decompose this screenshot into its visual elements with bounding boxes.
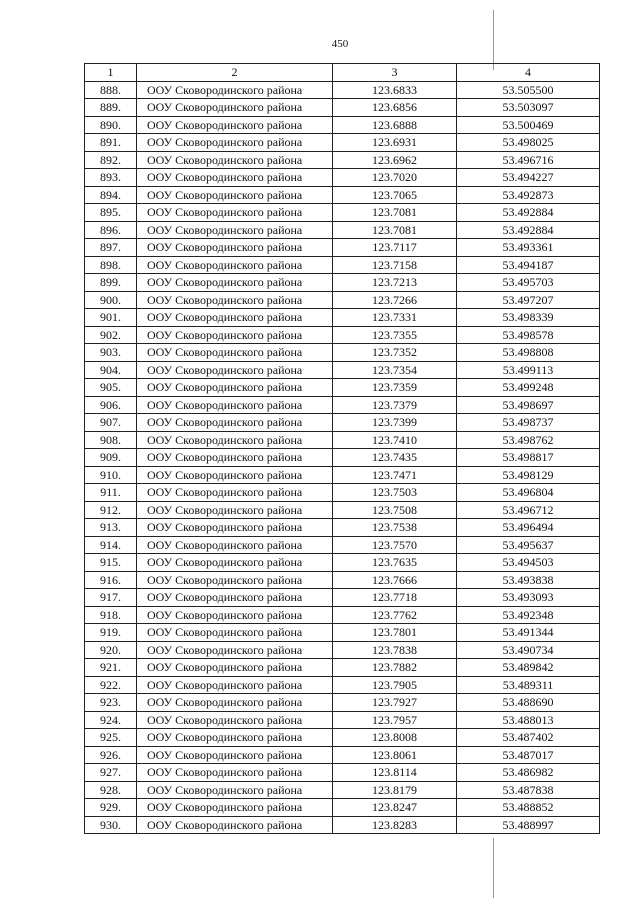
- longitude-value: 123.7905: [333, 676, 457, 694]
- latitude-value: 53.488852: [457, 799, 600, 817]
- row-number: 927.: [85, 764, 137, 782]
- latitude-value: 53.488013: [457, 711, 600, 729]
- table-row: [85, 606, 600, 624]
- longitude-value: 123.7359: [333, 379, 457, 397]
- zone-name: ООУ Сковородинского района: [137, 466, 333, 484]
- header-col-4: 4: [457, 64, 600, 82]
- longitude-value: 123.7435: [333, 449, 457, 467]
- table-row: [85, 659, 600, 677]
- latitude-value: 53.488997: [457, 816, 600, 834]
- longitude-value: 123.7927: [333, 694, 457, 712]
- table-row: [85, 676, 600, 694]
- zone-name: ООУ Сковородинского района: [137, 116, 333, 134]
- zone-name: ООУ Сковородинского района: [137, 221, 333, 239]
- latitude-value: 53.495703: [457, 274, 600, 292]
- row-number: 913.: [85, 519, 137, 537]
- zone-name: ООУ Сковородинского района: [137, 659, 333, 677]
- page-number: 450: [331, 38, 349, 50]
- zone-name: ООУ Сковородинского района: [137, 449, 333, 467]
- row-number: 920.: [85, 641, 137, 659]
- longitude-value: 123.7331: [333, 309, 457, 327]
- latitude-value: 53.487402: [457, 729, 600, 747]
- table-row: [85, 431, 600, 449]
- latitude-value: 53.500469: [457, 116, 600, 134]
- table-row: [85, 449, 600, 467]
- zone-name: ООУ Сковородинского района: [137, 711, 333, 729]
- table-row: [85, 554, 600, 572]
- latitude-value: 53.494227: [457, 169, 600, 187]
- table-row: [85, 204, 600, 222]
- table-row: [85, 344, 600, 362]
- longitude-value: 123.7352: [333, 344, 457, 362]
- longitude-value: 123.7718: [333, 589, 457, 607]
- table-row: [85, 274, 600, 292]
- latitude-value: 53.496716: [457, 151, 600, 169]
- latitude-value: 53.498737: [457, 414, 600, 432]
- row-number: 893.: [85, 169, 137, 187]
- row-number: 892.: [85, 151, 137, 169]
- latitude-value: 53.491344: [457, 624, 600, 642]
- table-row: [85, 624, 600, 642]
- row-number: 906.: [85, 396, 137, 414]
- longitude-value: 123.7117: [333, 239, 457, 257]
- row-number: 909.: [85, 449, 137, 467]
- zone-name: ООУ Сковородинского района: [137, 414, 333, 432]
- zone-name: ООУ Сковородинского района: [137, 344, 333, 362]
- table-row: [85, 239, 600, 257]
- zone-name: ООУ Сковородинского района: [137, 204, 333, 222]
- latitude-value: 53.493093: [457, 589, 600, 607]
- row-number: 923.: [85, 694, 137, 712]
- table-header-row: [85, 64, 600, 82]
- longitude-value: 123.7065: [333, 186, 457, 204]
- longitude-value: 123.7801: [333, 624, 457, 642]
- zone-name: ООУ Сковородинского района: [137, 589, 333, 607]
- table-row: [85, 799, 600, 817]
- longitude-value: 123.7957: [333, 711, 457, 729]
- longitude-value: 123.6931: [333, 134, 457, 152]
- latitude-value: 53.486982: [457, 764, 600, 782]
- zone-name: ООУ Сковородинского района: [137, 151, 333, 169]
- zone-name: ООУ Сковородинского района: [137, 134, 333, 152]
- latitude-value: 53.487838: [457, 781, 600, 799]
- latitude-value: 53.497207: [457, 291, 600, 309]
- latitude-value: 53.498578: [457, 326, 600, 344]
- header-col-1: 1: [85, 64, 137, 82]
- zone-name: ООУ Сковородинского района: [137, 676, 333, 694]
- longitude-value: 123.7410: [333, 431, 457, 449]
- scan-artifact-line-top: [493, 10, 494, 70]
- table-row: [85, 501, 600, 519]
- zone-name: ООУ Сковородинского района: [137, 81, 333, 99]
- longitude-value: 123.7838: [333, 641, 457, 659]
- table-row: [85, 99, 600, 117]
- row-number: 895.: [85, 204, 137, 222]
- zone-name: ООУ Сковородинского района: [137, 431, 333, 449]
- row-number: 914.: [85, 536, 137, 554]
- latitude-value: 53.505500: [457, 81, 600, 99]
- latitude-value: 53.492348: [457, 606, 600, 624]
- row-number: 902.: [85, 326, 137, 344]
- zone-name: ООУ Сковородинского района: [137, 379, 333, 397]
- latitude-value: 53.495637: [457, 536, 600, 554]
- latitude-value: 53.498808: [457, 344, 600, 362]
- row-number: 908.: [85, 431, 137, 449]
- table-row: [85, 781, 600, 799]
- table-row: [85, 221, 600, 239]
- row-number: 922.: [85, 676, 137, 694]
- table-row: [85, 536, 600, 554]
- coordinates-table: [84, 63, 600, 834]
- zone-name: ООУ Сковородинского района: [137, 361, 333, 379]
- longitude-value: 123.6888: [333, 116, 457, 134]
- zone-name: ООУ Сковородинского района: [137, 326, 333, 344]
- row-number: 917.: [85, 589, 137, 607]
- longitude-value: 123.7538: [333, 519, 457, 537]
- latitude-value: 53.498762: [457, 431, 600, 449]
- table-row: [85, 256, 600, 274]
- longitude-value: 123.6962: [333, 151, 457, 169]
- longitude-value: 123.6856: [333, 99, 457, 117]
- longitude-value: 123.7213: [333, 274, 457, 292]
- row-number: 889.: [85, 99, 137, 117]
- latitude-value: 53.487017: [457, 746, 600, 764]
- zone-name: ООУ Сковородинского района: [137, 764, 333, 782]
- longitude-value: 123.8061: [333, 746, 457, 764]
- row-number: 901.: [85, 309, 137, 327]
- latitude-value: 53.489311: [457, 676, 600, 694]
- row-number: 907.: [85, 414, 137, 432]
- row-number: 915.: [85, 554, 137, 572]
- row-number: 899.: [85, 274, 137, 292]
- longitude-value: 123.8114: [333, 764, 457, 782]
- zone-name: ООУ Сковородинского района: [137, 274, 333, 292]
- table-row: [85, 326, 600, 344]
- latitude-value: 53.498129: [457, 466, 600, 484]
- zone-name: ООУ Сковородинского района: [137, 694, 333, 712]
- table-row: [85, 764, 600, 782]
- longitude-value: 123.8283: [333, 816, 457, 834]
- longitude-value: 123.7081: [333, 204, 457, 222]
- zone-name: ООУ Сковородинского района: [137, 99, 333, 117]
- table-row: [85, 746, 600, 764]
- table-row: [85, 519, 600, 537]
- zone-name: ООУ Сковородинского района: [137, 641, 333, 659]
- longitude-value: 123.7081: [333, 221, 457, 239]
- longitude-value: 123.7762: [333, 606, 457, 624]
- longitude-value: 123.7379: [333, 396, 457, 414]
- row-number: 928.: [85, 781, 137, 799]
- longitude-value: 123.7399: [333, 414, 457, 432]
- latitude-value: 53.496712: [457, 501, 600, 519]
- zone-name: ООУ Сковородинского района: [137, 729, 333, 747]
- table-row: [85, 694, 600, 712]
- row-number: 924.: [85, 711, 137, 729]
- zone-name: ООУ Сковородинского района: [137, 291, 333, 309]
- zone-name: ООУ Сковородинского района: [137, 624, 333, 642]
- latitude-value: 53.492884: [457, 221, 600, 239]
- longitude-value: 123.7635: [333, 554, 457, 572]
- longitude-value: 123.7882: [333, 659, 457, 677]
- table-row: [85, 116, 600, 134]
- row-number: 918.: [85, 606, 137, 624]
- table-row: [85, 466, 600, 484]
- latitude-value: 53.489842: [457, 659, 600, 677]
- header-col-3: 3: [333, 64, 457, 82]
- longitude-value: 123.7570: [333, 536, 457, 554]
- latitude-value: 53.493838: [457, 571, 600, 589]
- longitude-value: 123.7354: [333, 361, 457, 379]
- row-number: 903.: [85, 344, 137, 362]
- row-number: 926.: [85, 746, 137, 764]
- zone-name: ООУ Сковородинского района: [137, 606, 333, 624]
- table-row: [85, 151, 600, 169]
- table-row: [85, 641, 600, 659]
- row-number: 904.: [85, 361, 137, 379]
- row-number: 898.: [85, 256, 137, 274]
- latitude-value: 53.498339: [457, 309, 600, 327]
- latitude-value: 53.496494: [457, 519, 600, 537]
- latitude-value: 53.496804: [457, 484, 600, 502]
- table-row: [85, 589, 600, 607]
- latitude-value: 53.490734: [457, 641, 600, 659]
- latitude-value: 53.498817: [457, 449, 600, 467]
- table-row: [85, 186, 600, 204]
- zone-name: ООУ Сковородинского района: [137, 781, 333, 799]
- row-number: 897.: [85, 239, 137, 257]
- longitude-value: 123.7266: [333, 291, 457, 309]
- longitude-value: 123.7158: [333, 256, 457, 274]
- row-number: 896.: [85, 221, 137, 239]
- table-row: [85, 169, 600, 187]
- longitude-value: 123.7508: [333, 501, 457, 519]
- latitude-value: 53.494503: [457, 554, 600, 572]
- row-number: 910.: [85, 466, 137, 484]
- table-row: [85, 571, 600, 589]
- longitude-value: 123.8247: [333, 799, 457, 817]
- table-row: [85, 309, 600, 327]
- longitude-value: 123.7503: [333, 484, 457, 502]
- zone-name: ООУ Сковородинского района: [137, 554, 333, 572]
- latitude-value: 53.498697: [457, 396, 600, 414]
- zone-name: ООУ Сковородинского района: [137, 501, 333, 519]
- table-row: [85, 396, 600, 414]
- longitude-value: 123.6833: [333, 81, 457, 99]
- row-number: 888.: [85, 81, 137, 99]
- latitude-value: 53.494187: [457, 256, 600, 274]
- zone-name: ООУ Сковородинского района: [137, 571, 333, 589]
- row-number: 916.: [85, 571, 137, 589]
- table-row: [85, 361, 600, 379]
- longitude-value: 123.8008: [333, 729, 457, 747]
- zone-name: ООУ Сковородинского района: [137, 396, 333, 414]
- zone-name: ООУ Сковородинского района: [137, 519, 333, 537]
- latitude-value: 53.492873: [457, 186, 600, 204]
- scan-artifact-line-bottom: [493, 838, 494, 898]
- zone-name: ООУ Сковородинского района: [137, 239, 333, 257]
- zone-name: ООУ Сковородинского района: [137, 256, 333, 274]
- table-row: [85, 291, 600, 309]
- table-row: [85, 379, 600, 397]
- table-row: [85, 414, 600, 432]
- latitude-value: 53.488690: [457, 694, 600, 712]
- table-row: [85, 134, 600, 152]
- table-row: [85, 729, 600, 747]
- zone-name: ООУ Сковородинского района: [137, 169, 333, 187]
- longitude-value: 123.7471: [333, 466, 457, 484]
- longitude-value: 123.7355: [333, 326, 457, 344]
- zone-name: ООУ Сковородинского района: [137, 746, 333, 764]
- zone-name: ООУ Сковородинского района: [137, 536, 333, 554]
- row-number: 890.: [85, 116, 137, 134]
- row-number: 929.: [85, 799, 137, 817]
- latitude-value: 53.498025: [457, 134, 600, 152]
- header-col-2: 2: [137, 64, 333, 82]
- row-number: 921.: [85, 659, 137, 677]
- latitude-value: 53.499248: [457, 379, 600, 397]
- longitude-value: 123.8179: [333, 781, 457, 799]
- zone-name: ООУ Сковородинского района: [137, 799, 333, 817]
- row-number: 891.: [85, 134, 137, 152]
- table-row: [85, 816, 600, 834]
- row-number: 894.: [85, 186, 137, 204]
- zone-name: ООУ Сковородинского района: [137, 186, 333, 204]
- row-number: 930.: [85, 816, 137, 834]
- table-row: [85, 81, 600, 99]
- table-row: [85, 711, 600, 729]
- row-number: 900.: [85, 291, 137, 309]
- latitude-value: 53.492884: [457, 204, 600, 222]
- row-number: 905.: [85, 379, 137, 397]
- row-number: 912.: [85, 501, 137, 519]
- latitude-value: 53.499113: [457, 361, 600, 379]
- table-body: [85, 81, 600, 834]
- row-number: 911.: [85, 484, 137, 502]
- table-row: [85, 484, 600, 502]
- latitude-value: 53.503097: [457, 99, 600, 117]
- zone-name: ООУ Сковородинского района: [137, 309, 333, 327]
- latitude-value: 53.493361: [457, 239, 600, 257]
- row-number: 925.: [85, 729, 137, 747]
- longitude-value: 123.7666: [333, 571, 457, 589]
- zone-name: ООУ Сковородинского района: [137, 816, 333, 834]
- zone-name: ООУ Сковородинского района: [137, 484, 333, 502]
- row-number: 919.: [85, 624, 137, 642]
- longitude-value: 123.7020: [333, 169, 457, 187]
